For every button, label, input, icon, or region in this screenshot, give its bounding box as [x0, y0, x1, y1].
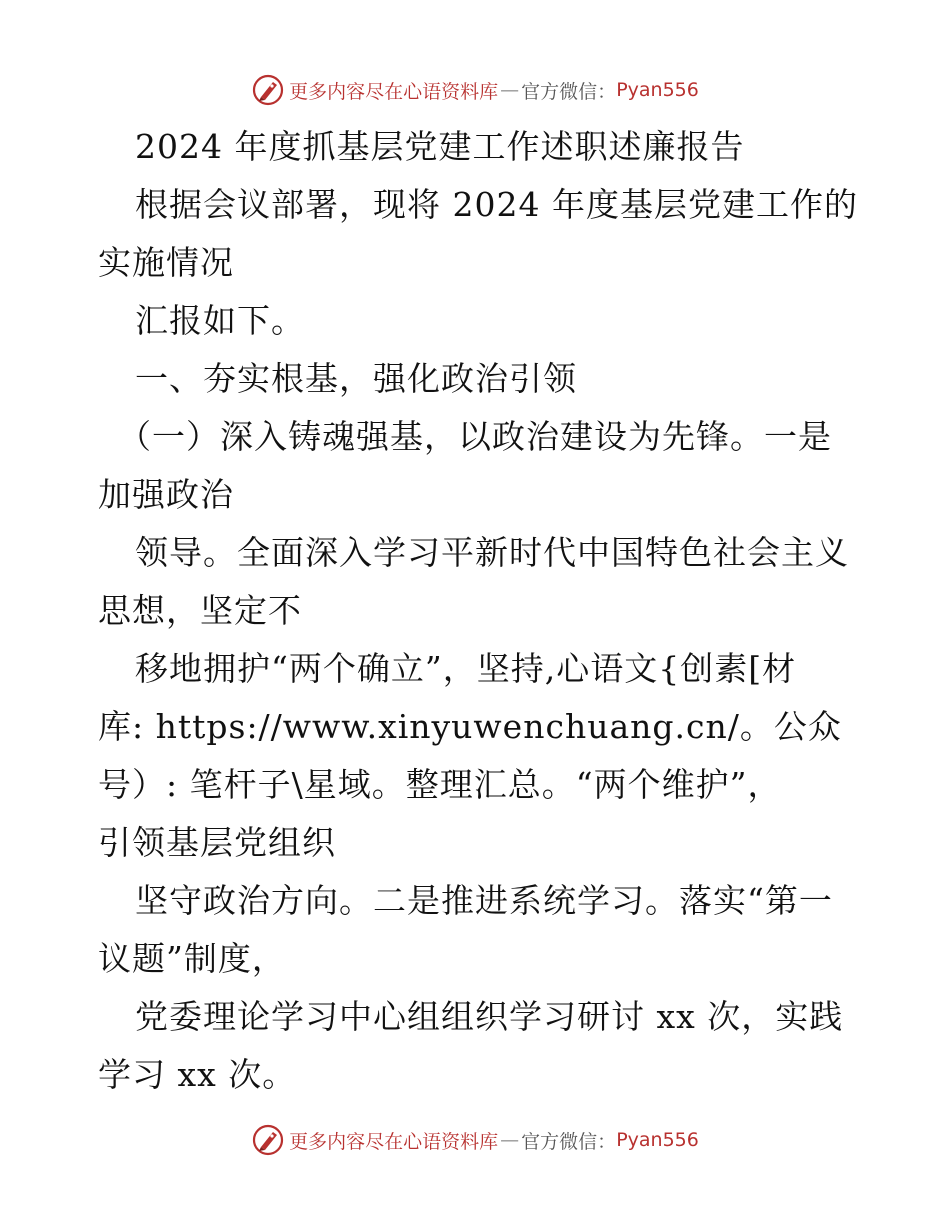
watermark-official-label: 官方微信：: [521, 1130, 617, 1153]
paragraph-line: 库: https://www.xinyuwenchuang.cn/。公众: [98, 707, 842, 746]
watermark-wechat-id: Pyan556: [616, 79, 699, 101]
footer-watermark: [0, 1120, 950, 1160]
paragraph-line: 移地拥护“两个确立”，坚持,心语文{创素[材: [135, 649, 797, 688]
document-title: 2024 年度抓基层党建工作述职述廉报告: [135, 127, 745, 166]
watermark-brand: 更多内容尽在心语资料库: [289, 80, 499, 103]
paragraph-line: 议题”制度，: [98, 939, 286, 978]
paragraph-line: 加强政治: [98, 475, 234, 514]
watermark-wechat-id: Pyan556: [616, 1129, 699, 1151]
watermark-dash: —: [500, 1129, 520, 1151]
watermark-brand: 更多内容尽在心语资料库: [289, 1130, 499, 1153]
paragraph-line: 根据会议部署，现将 2024 年度基层党建工作的: [135, 185, 858, 224]
pen-nib-seal-icon: [251, 1123, 285, 1157]
section-heading: 一、夯实根基，强化政治引领: [135, 359, 577, 398]
paragraph-line: 学习 xx 次。: [98, 1055, 297, 1094]
subsection-heading: （一）深入铸魂强基，以政治建设为先锋。一是: [118, 417, 832, 456]
paragraph-line: 党委理论学习中心组组织学习研讨 xx 次，实践: [135, 997, 844, 1036]
paragraph-line: 号）: 笔杆子\星域。整理汇总。“两个维护”，: [98, 765, 782, 804]
watermark-official-label: 官方微信：: [521, 80, 617, 103]
paragraph-line: 引领基层党组织: [98, 823, 336, 862]
paragraph-line: 汇报如下。: [135, 301, 305, 340]
watermark-dash: —: [500, 79, 520, 101]
paragraph-line: 实施情况: [98, 243, 234, 282]
paragraph-line: 坚守政治方向。二是推进系统学习。落实“第一: [135, 881, 833, 920]
paragraph-line: 思想，坚定不: [98, 591, 302, 630]
paragraph-line: 领导。全面深入学习平新时代中国特色社会主义: [135, 533, 849, 572]
